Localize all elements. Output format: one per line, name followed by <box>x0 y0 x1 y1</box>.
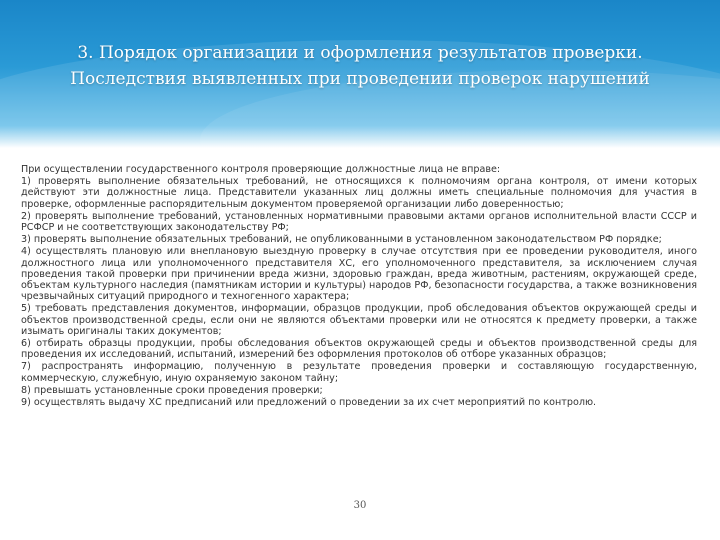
list-item-3: 3) проверять выполнение обязательных требований, не опубликованными в установленном законодательством РФ порядке; <box>21 234 662 246</box>
slide-title-line-1: 3. Порядок организации и оформления результатов проверки. <box>77 43 643 63</box>
intro-paragraph: При осуществлении государственного контроля проверяющие должностные лица не вправе: <box>21 164 501 175</box>
slide-title-line-2: Последствия выявленных при проведении проверок нарушений <box>70 69 650 89</box>
list-item-9: 9) осуществлять выдачу ХС предписаний или предложений о проведении за их счет мероприятий по контролю. <box>21 397 597 409</box>
slide-title <box>30 40 690 92</box>
list-item-6: 6) отбирать образцы продукции, пробы обследования объектов окружающей среды и объектов производственной среды для проведения их исследований, испытаний, измерений без оформления протоколов об отборе указанных образцов; <box>21 338 697 361</box>
list-item-5: 5) требовать представления документов, информации, образцов продукции, проб обследования объектов окружающей среды и объектов производственной среды, если они не являются объектами проверки или не относятся к предмету проверки, а также изымать оригиналы таких документов; <box>21 303 697 337</box>
page-number: 30 <box>353 500 367 511</box>
list-item-1: 1) проверять выполнение обязательных требований, не относящихся к полномочиям органа контроля, от имени которых действуют эти должностные лица. Представители указанных лиц должны иметь специальные полномочия для участия в проверке, оформленные распорядительным документом проверяемой организации либо доверенностью; <box>21 176 697 210</box>
list-item-4: 4) осуществлять плановую или внеплановую выездную проверку в случае отсутствия при ее проведении руководителя, иного должностного лица или уполномоченного представителя ХС, его уполномоченного представителя, за исключением случая проведения такой проверки при причинении вреда жизни, здоровью граждан, вреда животным, растениям, окружающей среде, объектам культурного наследия (памятникам истории и культуры) народов РФ, безопасности государства, а также возникновения чрезвычайных ситуаций природного и техногенного характера; <box>21 246 697 303</box>
list-item-8: 8) превышать установленные сроки проведения проверки; <box>21 384 323 396</box>
slide-body <box>21 164 697 409</box>
list-item-2: 2) проверять выполнение требований, установленных нормативными правовыми актами органов исполнительной власти СССР и РСФСР и не соответствующих законодательству РФ; <box>21 210 697 234</box>
list-item-7: 7) распространять информацию, полученную в результате проведения проверки и составляющую государственную, коммерческую, служебную, иную охраняемую законом тайну; <box>21 361 697 384</box>
